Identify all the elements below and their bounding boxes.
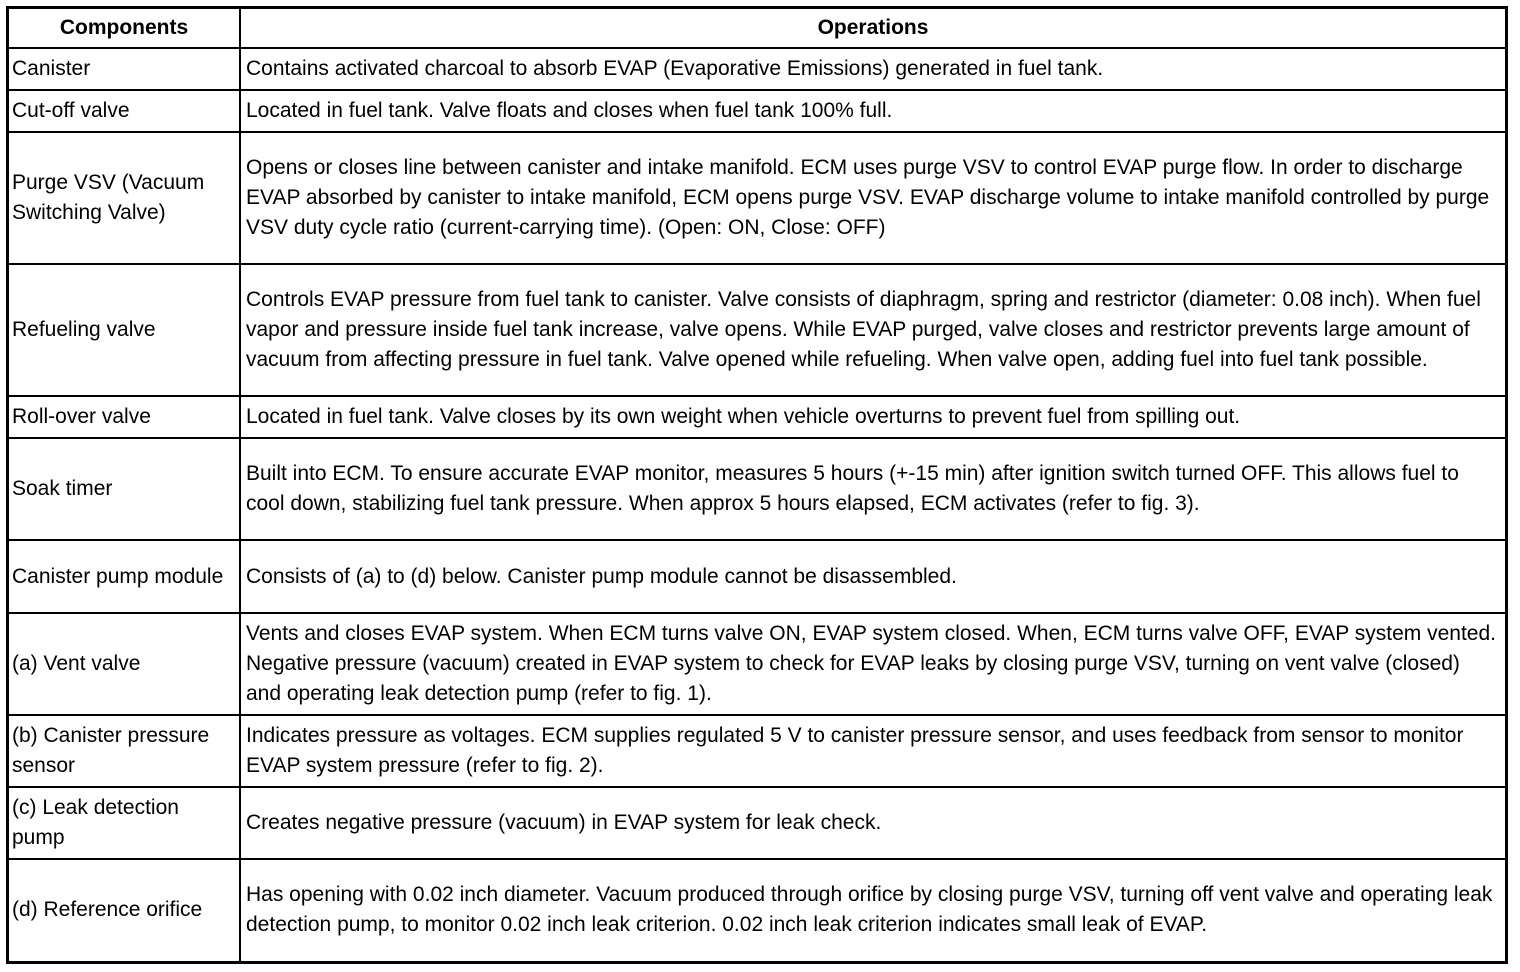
operation-cell: Indicates pressure as voltages. ECM supplies regulated 5 V to canister pressure sensor, and uses feedback from sensor to monitor EVAP system pressure (refer to fig. 2). [240,715,1505,787]
component-cell: Cut-off valve [9,90,240,132]
operation-cell: Contains activated charcoal to absorb EVAP (Evaporative Emissions) generated in fuel tank. [240,48,1505,90]
header-row [9,9,1505,48]
table-row [9,613,1505,715]
table-row [9,438,1505,540]
table-row [9,715,1505,787]
component-cell: Refueling valve [9,264,240,396]
operation-cell: Located in fuel tank. Valve closes by its own weight when vehicle overturns to prevent fuel from spilling out. [240,396,1505,438]
table-row [9,90,1505,132]
component-cell: (c) Leak detection pump [9,787,240,859]
table-row [9,787,1505,859]
operation-cell: Vents and closes EVAP system. When ECM turns valve ON, EVAP system closed. When, ECM turns valve OFF, EVAP system vented. Negative pressure (vacuum) created in EVAP system to check for EVAP leaks by closing purge VSV, turning on vent valve (closed) and operating leak detection pump (refer to fig. 1). [240,613,1505,715]
operation-cell: Located in fuel tank. Valve floats and closes when fuel tank 100% full. [240,90,1505,132]
component-cell: (d) Reference orifice [9,859,240,961]
component-cell: Soak timer [9,438,240,540]
components-operations-table-frame [6,6,1508,964]
component-cell: Canister [9,48,240,90]
component-cell: (b) Canister pressure sensor [9,715,240,787]
operation-cell: Controls EVAP pressure from fuel tank to canister. Valve consists of diaphragm, spring and restrictor (diameter: 0.08 inch). When fuel vapor and pressure inside fuel tank increase, valve opens. While EVAP purged, valve closes and restrictor prevents large amount of vacuum from affecting pressure in fuel tank. Valve opened while refueling. When valve open, adding fuel into fuel tank possible. [240,264,1505,396]
table-row [9,264,1505,396]
table-row [9,859,1505,961]
table-row [9,48,1505,90]
operation-cell: Consists of (a) to (d) below. Canister pump module cannot be disassembled. [240,540,1505,612]
table-row [9,396,1505,438]
table-row [9,132,1505,264]
operation-cell: Opens or closes line between canister and intake manifold. ECM uses purge VSV to control EVAP purge flow. In order to discharge EVAP absorbed by canister to intake manifold, ECM opens purge VSV. EVAP discharge volume to intake manifold controlled by purge VSV duty cycle ratio (current-carrying time). (Open: ON, Close: OFF) [240,132,1505,264]
component-cell: Roll-over valve [9,396,240,438]
component-cell: Canister pump module [9,540,240,612]
operation-cell: Has opening with 0.02 inch diameter. Vacuum produced through orifice by closing purge VSV, turning off vent valve and operating leak detection pump, to monitor 0.02 inch leak criterion. 0.02 inch leak criterion indicates small leak of EVAP. [240,859,1505,961]
operation-cell: Built into ECM. To ensure accurate EVAP monitor, measures 5 hours (+-15 min) after ignition switch turned OFF. This allows fuel to cool down, stabilizing fuel tank pressure. When approx 5 hours elapsed, ECM activates (refer to fig. 3). [240,438,1505,540]
components-operations-table [9,9,1505,961]
header-components: Components [9,9,240,48]
header-operations: Operations [240,9,1505,48]
operation-cell: Creates negative pressure (vacuum) in EVAP system for leak check. [240,787,1505,859]
table-row [9,540,1505,612]
component-cell: (a) Vent valve [9,613,240,715]
component-cell: Purge VSV (Vacuum Switching Valve) [9,132,240,264]
